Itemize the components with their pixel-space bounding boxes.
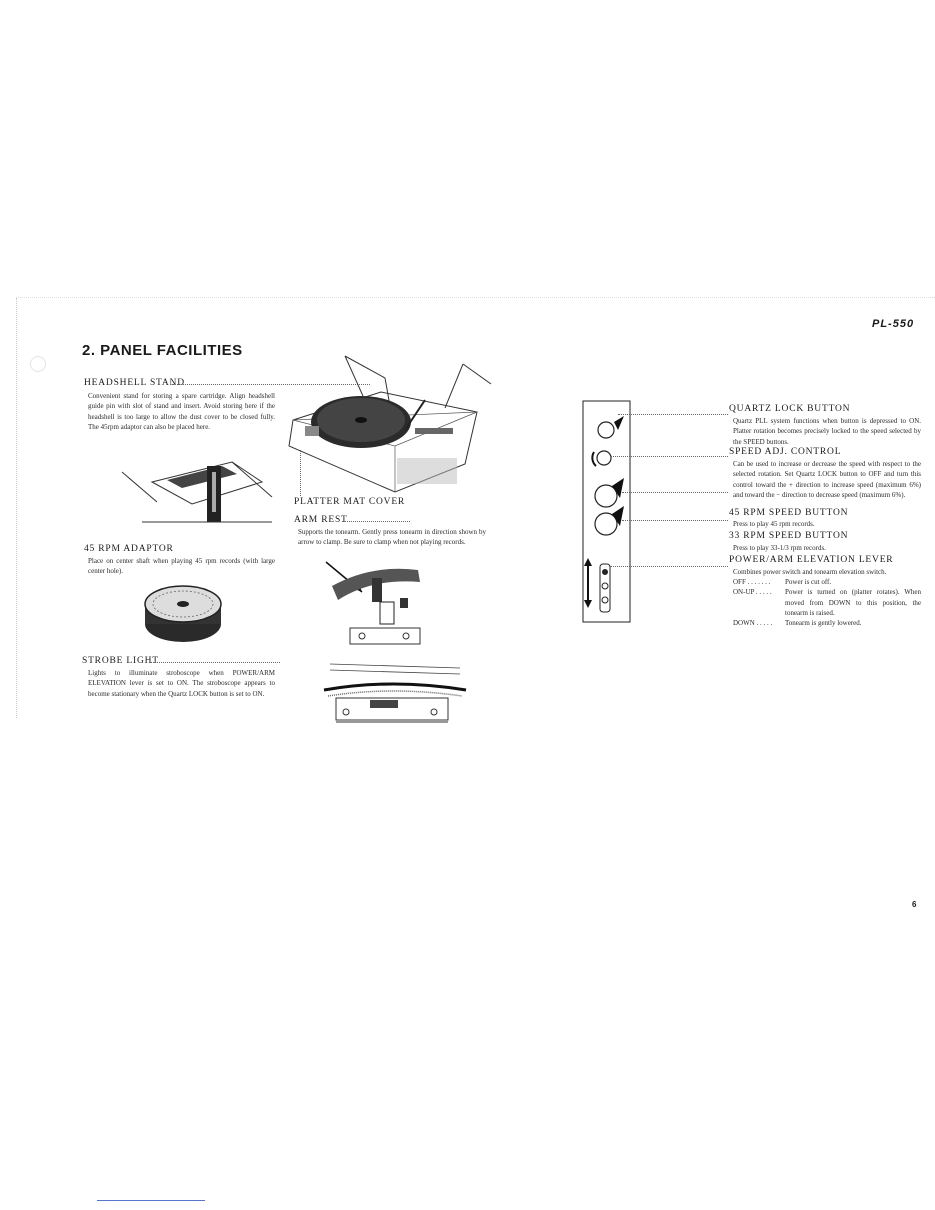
platter-mat-cover-heading: PLATTER MAT COVER bbox=[294, 497, 406, 507]
power-arm-leader bbox=[610, 566, 728, 567]
mode-key: OFF . . . . . . . bbox=[733, 578, 771, 586]
turntable-illustration bbox=[285, 356, 495, 496]
rpm45-text: Press to play 45 rpm records. bbox=[733, 520, 815, 528]
rpm45-heading: 45 RPM SPEED BUTTON bbox=[729, 508, 849, 518]
strobe-light-text: Lights to illuminate stroboscope when POWER/ARM ELEVATION lever is set to ON. The stroboscope appears to become stationary when the Quartz LOCK button is set to ON. bbox=[88, 669, 275, 698]
strobe-illustration bbox=[322, 660, 468, 726]
mode-row-on-up bbox=[733, 587, 921, 618]
punch-hole-mark bbox=[30, 356, 46, 372]
quartz-lock-text: Quartz PLL system functions when button is depressed to ON. Platter rotation becomes precisely locked to the speed selected by the SPEED buttons. bbox=[733, 417, 921, 446]
adaptor-illustration bbox=[140, 582, 230, 652]
scan-top-line bbox=[16, 297, 935, 298]
mode-value: Power is cut off. bbox=[785, 578, 832, 586]
headshell-stand-illustration bbox=[112, 452, 272, 532]
page-title: 2. PANEL FACILITIES bbox=[82, 342, 243, 359]
power-arm-text: Combines power switch and tonearm elevation switch. bbox=[733, 568, 887, 576]
rpm33-leader bbox=[622, 520, 728, 521]
arm-rest-illustration bbox=[322, 556, 432, 646]
quartz-lock-heading: QUARTZ LOCK BUTTON bbox=[729, 404, 851, 414]
quartz-lock-leader bbox=[618, 414, 728, 415]
headshell-stand-text: Convenient stand for storing a spare cartridge. Align headshell guide pin with slot of stand and insert. Avoid storing here if the headshell is too large to allow the dust cover to be closed fully. The 45rpm adaptor can also be placed here. bbox=[88, 392, 275, 431]
scan-edge-mark bbox=[16, 298, 18, 718]
mode-key: DOWN . . . . . bbox=[733, 619, 773, 628]
mode-row-off bbox=[733, 577, 921, 587]
model-label: PL-550 bbox=[872, 318, 915, 330]
page-number: 6 bbox=[912, 900, 917, 909]
control-panel-illustration bbox=[582, 400, 632, 624]
arm-rest-heading: ARM REST bbox=[294, 515, 348, 525]
rpm33-text: Press to play 33-1/3 rpm records. bbox=[733, 544, 826, 552]
rpm33-heading: 33 RPM SPEED BUTTON bbox=[729, 531, 849, 541]
power-arm-modes bbox=[733, 577, 921, 628]
speed-adj-text: Can be used to increase or decrease the speed with respect to the selected rotation. Set Quartz LOCK button to OFF and turn this control toward the + direction to increase speed (maximum 6%) and toward the − direction to decrease speed (maximum 6%). bbox=[733, 460, 921, 499]
mode-row-down bbox=[733, 618, 921, 628]
headshell-stand-heading: HEADSHELL STAND bbox=[84, 378, 185, 388]
adaptor-heading: 45 RPM ADAPTOR bbox=[84, 544, 174, 554]
mode-key: ON-UP . . . . . bbox=[733, 588, 772, 597]
speed-adj-heading: SPEED ADJ. CONTROL bbox=[729, 447, 842, 457]
arm-rest-leader bbox=[342, 521, 410, 522]
strobe-light-leader bbox=[150, 662, 280, 663]
power-arm-heading: POWER/ARM ELEVATION LEVER bbox=[729, 555, 894, 565]
arm-rest-text: Supports the tonearm. Gently press tonearm in direction shown by arrow to clamp. Be sure to clamp when not playing records. bbox=[298, 528, 486, 547]
mode-value: Tonearm is gently lowered. bbox=[785, 619, 862, 628]
strobe-light-heading: STROBE LIGHT bbox=[82, 656, 159, 666]
rpm45-leader bbox=[622, 492, 728, 493]
adaptor-text: Place on center shaft when playing 45 rpm records (with large center hole). bbox=[88, 557, 275, 576]
speed-adj-leader bbox=[610, 456, 728, 457]
footer-link-underline[interactable] bbox=[97, 1200, 205, 1201]
mode-value: Power is turned on (platter rotates). When moved from DOWN to this position, the tonearm is raised. bbox=[785, 588, 921, 617]
platter-mat-leader bbox=[300, 450, 302, 496]
